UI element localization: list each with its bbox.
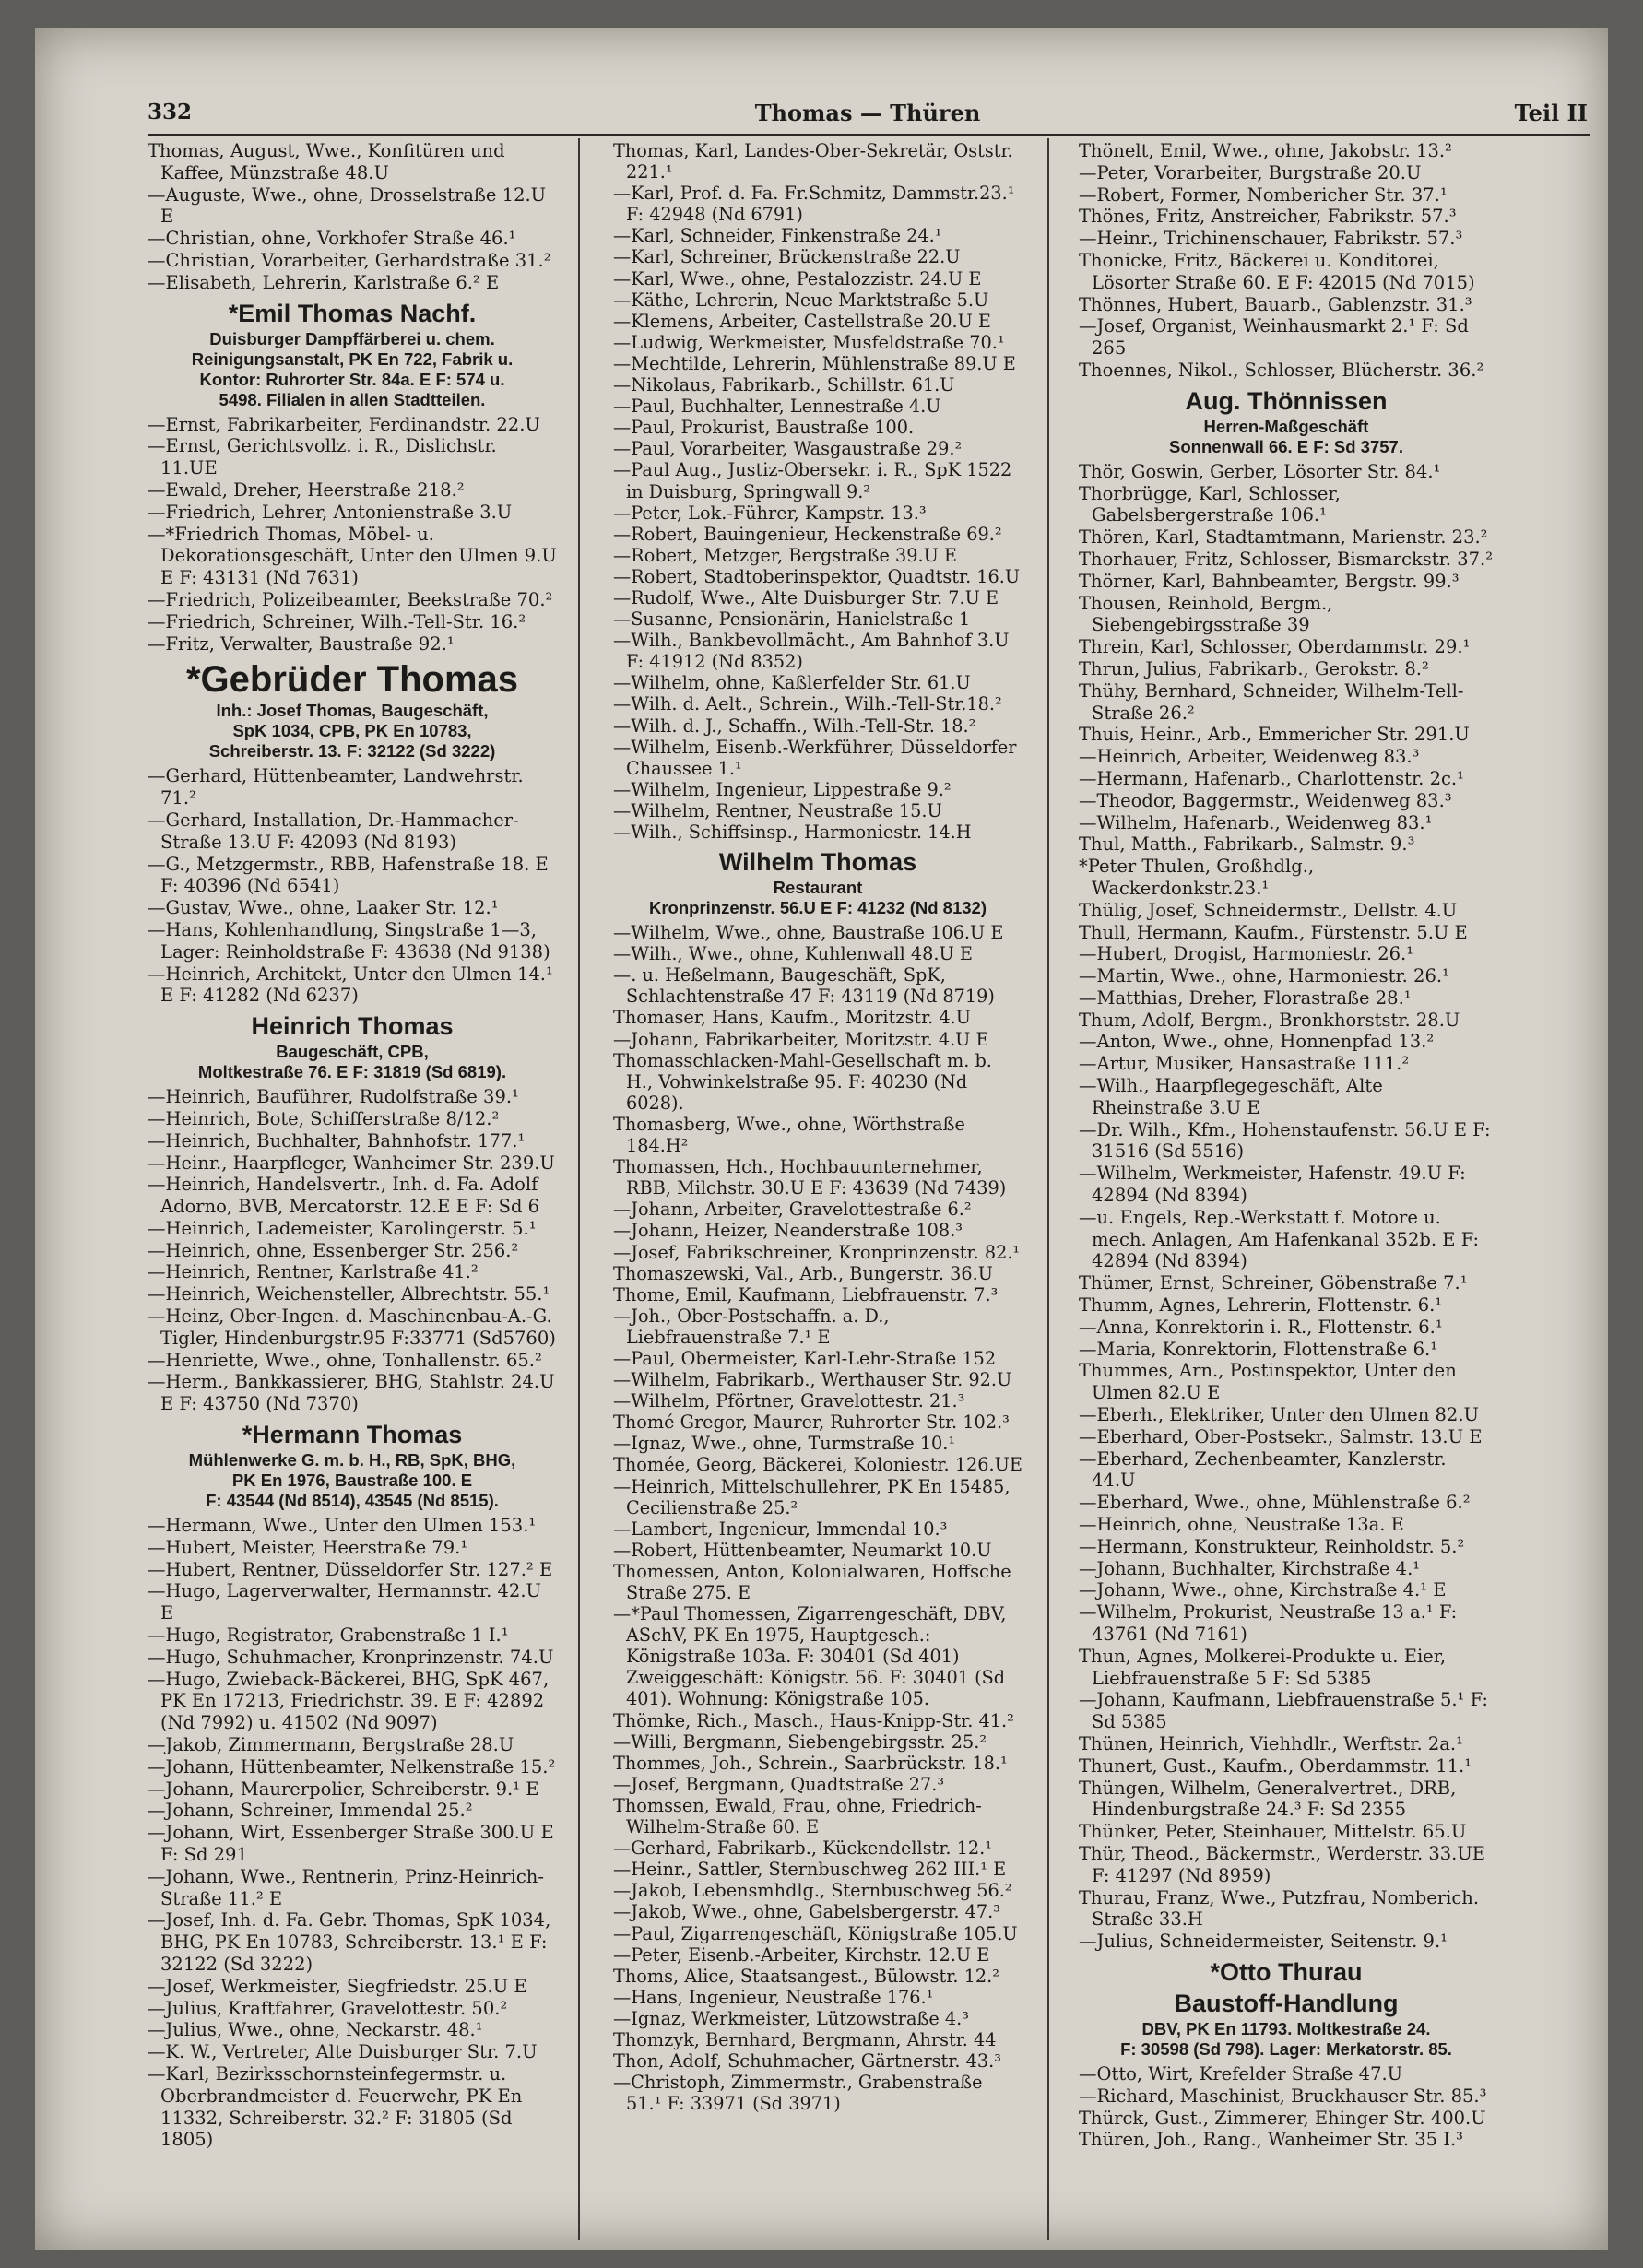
directory-entry: —Paul Aug., Justiz-Obersekr. i. R., SpK 1522 in Duisburg, Springwall 9.² — [613, 459, 1012, 502]
directory-entry: —Karl, Schneider, Finkenstraße 24.¹ — [613, 225, 942, 247]
directory-entry: —Josef, Bergmann, Quadtstraße 27.³ — [613, 1773, 945, 1795]
business-name: *Otto Thurau — [1210, 1957, 1363, 1986]
directory-entry: Thuis, Heinr., Arb., Emmericher Str. 291.U — [1079, 724, 1470, 746]
directory-entry: —Wilh., Haarpflegegeschäft, Alte Rheinstraße 3.U E — [1079, 1075, 1383, 1118]
directory-entry: —Eberhard, Ober-Postsekr., Salmstr. 13.U E — [1079, 1425, 1483, 1447]
directory-entry: Thun, Agnes, Molkerei-Produkte u. Eier, Liebfrauenstraße 5 F: Sd 5385 — [1079, 1645, 1447, 1689]
directory-entry: —Hans, Kohlenhandlung, Singstraße 1—3, Lager: Reinholdstraße F: 43638 (Nd 9138) — [148, 918, 550, 963]
directory-entry: —Johann, Schreiner, Immendal 25.² — [148, 1800, 473, 1822]
directory-entry: —Gustav, Wwe., ohne, Laaker Str. 12.¹ — [148, 897, 499, 919]
page-title: Thomas — Thüren — [754, 100, 981, 126]
business-detail-line: PK En 1976, Baustraße 100. E — [231, 1471, 473, 1491]
directory-entry: —Wilhelm, Ingenieur, Lippestraße 9.² — [613, 778, 952, 800]
directory-entry: —Eberhard, Wwe., ohne, Mühlenstraße 6.² — [1079, 1492, 1471, 1514]
directory-entry: Thür, Theod., Bäckermstr., Werderstr. 33.UE F: 41297 (Nd 8959) — [1079, 1842, 1486, 1886]
directory-entry: Thomaszewski, Val., Arb., Bungerstr. 36.U — [613, 1262, 993, 1284]
business-advertisement — [148, 658, 557, 762]
directory-entry: Thull, Hermann, Kaufm., Fürstenstr. 5.U E — [1079, 921, 1468, 943]
directory-entry: —Lambert, Ingenieur, Immendal 10.³ — [613, 1518, 948, 1540]
directory-entry: —Peter, Eisenb.-Arbeiter, Kirchstr. 12.U E — [613, 1943, 990, 1966]
directory-entry: —Klemens, Arbeiter, Castellstraße 20.U E — [613, 310, 991, 332]
directory-entry: —Robert, Bauingenieur, Heckenstraße 69.² — [613, 523, 1002, 545]
directory-entry: Thomaser, Hans, Kaufm., Moritzstr. 4.U — [613, 1007, 971, 1029]
business-detail-line: Kronprinzenstr. 56.U E F: 41232 (Nd 8132) — [648, 898, 987, 918]
directory-entry: Thönnes, Hubert, Bauarb., Gablenzstr. 31.³ — [1079, 293, 1472, 315]
directory-entry: —Heinrich, Lademeister, Karolingerstr. 5.¹ — [148, 1217, 537, 1239]
directory-entry: —Hubert, Meister, Heerstraße 79.¹ — [148, 1536, 468, 1558]
business-detail-line: SpK 1034, CPB, PK En 10783, — [232, 721, 472, 741]
page-part: Teil II — [1514, 100, 1588, 126]
directory-entry: —Paul, Prokurist, Baustraße 100. — [613, 417, 915, 439]
directory-entry: —Gerhard, Hüttenbeamter, Landwehrstr. 71.² — [148, 765, 524, 809]
directory-entry: —Johann, Heizer, Neanderstraße 108.³ — [613, 1220, 963, 1242]
column-divider — [1047, 138, 1049, 2240]
business-detail-line: Inh.: Josef Thomas, Baugeschäft, — [216, 701, 489, 721]
business-subtitle: Baustoff-Handlung — [1174, 1989, 1399, 2017]
directory-entry: Thummes, Arn., Postinspektor, Unter den Ulmen 82.U E — [1079, 1360, 1457, 1404]
directory-entry: Thüngen, Wilhelm, Generalvertret., DRB, Hindenburgstraße 24.³ F: Sd 2355 — [1079, 1777, 1457, 1821]
business-detail-line: DBV, PK En 11793. Moltkestraße 24. — [1141, 2018, 1431, 2038]
directory-entry: —Wilh., Bankbevollmächt., Am Bahnhof 3.U F: 41912 (Nd 8352) — [613, 630, 1010, 673]
directory-entry: —Heinz, Ober-Ingen. d. Maschinenbau-A.-G. Tigler, Hindenburgstr.95 F:33771 (Sd5760) — [148, 1305, 556, 1349]
directory-entry: Thomasschlacken-Mahl-Gesellschaft m. b. H., Vohwinkelstraße 95. F: 40230 (Nd 6028). — [613, 1049, 992, 1114]
directory-entry: Thul, Matth., Fabrikarb., Salmstr. 9.³ — [1079, 833, 1415, 856]
directory-entry: Thürck, Gust., Zimmerer, Ehinger Str. 400.U — [1079, 2107, 1486, 2129]
directory-entry: Thonicke, Fritz, Bäckerei u. Konditorei, Lösorter Straße 60. E F: 42015 (Nd 7015) — [1079, 249, 1475, 293]
business-name: Wilhelm Thomas — [718, 848, 917, 877]
business-advertisement — [1079, 385, 1494, 457]
directory-entry: Thousen, Reinhold, Bergm., Siebengebirgsstraße 39 — [1079, 592, 1333, 636]
directory-entry: —Wilhelm, Prokurist, Neustraße 13 a.¹ F: 43761 (Nd 7161) — [1079, 1601, 1458, 1645]
directory-entry: —Robert, Stadtoberinspektor, Quadtstr. 16.U — [613, 565, 1021, 587]
directory-entry: —Hubert, Drogist, Harmoniestr. 26.¹ — [1079, 943, 1414, 965]
directory-entry: Thomé Gregor, Maurer, Ruhrorter Str. 102.³ — [613, 1412, 1010, 1434]
directory-entry: —Heinrich, Architekt, Unter den Ulmen 14.¹ E F: 41282 (Nd 6237) — [148, 963, 553, 1007]
directory-entry: Thülig, Josef, Schneidermstr., Dellstr. 4.U — [1079, 899, 1458, 921]
directory-entry: —Heinrich, ohne, Neustraße 13a. E — [1079, 1514, 1404, 1536]
directory-entry: —Ignaz, Wwe., ohne, Turmstraße 10.¹ — [613, 1433, 956, 1455]
directory-entry: —Johann, Fabrikarbeiter, Moritzstr. 4.U E — [613, 1028, 989, 1050]
directory-entry: —Wilh., Wwe., ohne, Kuhlenwall 48.U E — [613, 943, 973, 965]
directory-entry: —Heinrich, Arbeiter, Weidenweg 83.³ — [1079, 746, 1420, 768]
directory-entry: —Wilhelm, Werkmeister, Hafenstr. 49.U F: 42894 (Nd 8394) — [1079, 1163, 1466, 1207]
directory-entry: —Wilhelm, Wwe., ohne, Baustraße 106.U E — [613, 922, 1004, 944]
directory-entry: —Johann, Arbeiter, Gravelottestraße 6.² — [613, 1199, 972, 1221]
directory-entry: —Heinrich, Mittelschullehrer, PK En 15485, Cecilienstraße 25.² — [613, 1475, 1011, 1518]
directory-entry: —*Paul Thomessen, Zigarrengeschäft, DBV, ASchV, PK En 1975, Hauptgesch.: Königstraße 103a. F: 30401 (Sd 401) Zweiggeschäft: Königstr. 56. F: 30401 (Sd 401). Wohnung: Königstraße 105. — [613, 1603, 1007, 1710]
directory-entry: —Heinrich, ohne, Essenberger Str. 256.² — [148, 1239, 519, 1261]
business-detail-line: Herren-Maßgeschäft — [1203, 416, 1369, 436]
directory-entry: —Heinr., Sattler, Sternbuschweg 262 III.¹ E — [613, 1859, 1007, 1881]
directory-entry: —Karl, Schreiner, Brückenstraße 22.U — [613, 246, 961, 268]
directory-entry: —Julius, Schneidermeister, Seitenstr. 9.¹ — [1079, 1931, 1448, 1953]
column-2 — [613, 140, 1022, 2114]
business-name: Aug. Thönnissen — [1185, 386, 1388, 415]
directory-entry: —Hugo, Schuhmacher, Kronprinzenstr. 74.U — [148, 1646, 554, 1668]
directory-entry: Thümer, Ernst, Schreiner, Göbenstraße 7.¹ — [1079, 1272, 1468, 1294]
directory-entry: —Wilh., Schiffsinsp., Harmoniestr. 14.H — [613, 821, 972, 843]
directory-entry: —Auguste, Wwe., ohne, Drosselstraße 12.U E — [148, 183, 547, 228]
directory-entry: —Ernst, Fabrikarbeiter, Ferdinandstr. 22.U — [148, 413, 540, 435]
directory-entry: —Maria, Konrektorin, Flottenstraße 6.¹ — [1079, 1338, 1438, 1360]
directory-entry: —Jakob, Wwe., ohne, Gabelsbergerstr. 47.³ — [613, 1901, 1000, 1923]
directory-entry: —Otto, Wirt, Krefelder Straße 47.U — [1079, 2062, 1403, 2085]
directory-entry: —Johann, Wwe., ohne, Kirchstraße 4.¹ E — [1079, 1579, 1447, 1601]
directory-entry: —Wilhelm, ohne, Kaßlerfelder Str. 61.U — [613, 672, 971, 694]
directory-entry: —Nikolaus, Fabrikarb., Schillstr. 61.U — [613, 374, 955, 396]
directory-entry: —Wilhelm, Fabrikarb., Werthauser Str. 92.U — [613, 1369, 1012, 1391]
business-detail-line: 5498. Filialen in allen Stadtteilen. — [219, 389, 486, 409]
directory-entry: —Johann, Wwe., Rentnerin, Prinz-Heinrich-Straße 11.² E — [148, 1865, 544, 1909]
directory-entry: —Dr. Wilh., Kfm., Hohenstaufenstr. 56.U E F: 31516 (Sd 5516) — [1079, 1118, 1491, 1163]
directory-entry: —K. W., Vertreter, Alte Duisburger Str. 7.U — [148, 2041, 538, 2063]
directory-entry: —Susanne, Pensionärin, Hanielstraße 1 — [613, 608, 971, 631]
directory-entry: —Hugo, Registrator, Grabenstraße 1 I.¹ — [148, 1624, 509, 1647]
directory-entry: —Eberh., Elektriker, Unter den Ulmen 82.U — [1079, 1404, 1479, 1426]
directory-entry: *Peter Thulen, Großhdlg., Wackerdonkstr.23.¹ — [1079, 856, 1315, 899]
directory-entry: —Paul, Buchhalter, Lennestraße 4.U — [613, 396, 941, 418]
directory-entry: —Hugo, Zwieback-Bäckerei, BHG, SpK 467, PK En 17213, Friedrichstr. 39. E F: 42892 (Nd 7992) u. 41502 (Nd 9097) — [148, 1668, 550, 1734]
business-detail-line: Schreiberstr. 13. F: 32122 (Sd 3222) — [208, 741, 496, 762]
directory-entry: —Friedrich, Schreiner, Wilh.-Tell-Str. 16.² — [148, 610, 526, 632]
directory-entry: —Johann, Buchhalter, Kirchstraße 4.¹ — [1079, 1557, 1421, 1579]
page-number: 332 — [148, 100, 193, 124]
column-3 — [1079, 140, 1494, 2151]
directory-entry: —Christian, Vorarbeiter, Gerhardstraße 31.² — [148, 249, 551, 271]
directory-entry: —Johann, Kaufmann, Liebfrauenstraße 5.¹ F: Sd 5385 — [1079, 1689, 1488, 1733]
directory-entry: —Gerhard, Installation, Dr.-Hammacher-Straße 13.U F: 42093 (Nd 8193) — [148, 809, 519, 853]
directory-entry: Thönelt, Emil, Wwe., ohne, Jakobstr. 13.² — [1079, 140, 1452, 161]
business-name: *Gebrüder Thomas — [185, 659, 519, 701]
directory-entry: —Peter, Lok.-Führer, Kampstr. 13.³ — [613, 502, 927, 524]
directory-entry: —Christoph, Zimmermstr., Grabenstraße 51.¹ F: 33971 (Sd 3971) — [613, 2072, 983, 2115]
directory-entry: Thomzyk, Bernhard, Bergmann, Ahrstr. 44 — [613, 2028, 997, 2050]
business-name: Heinrich Thomas — [251, 1012, 454, 1041]
directory-entry: Thörner, Karl, Bahnbeamter, Bergstr. 99.³ — [1079, 570, 1460, 592]
directory-entry: —Wilh. d. Aelt., Schrein., Wilh.-Tell-Str.18.² — [613, 693, 1002, 715]
directory-entry: —Ernst, Gerichtsvollz. i. R., Dislichstr. 11.UE — [148, 435, 497, 479]
directory-entry: —Wilhelm, Pförtner, Gravelottestr. 21.³ — [613, 1390, 965, 1412]
directory-entry: —Heinr., Trichinenschauer, Fabrikstr. 57.³ — [1079, 228, 1463, 250]
directory-entry: —Josef, Werkmeister, Siegfriedstr. 25.U E — [148, 1975, 527, 1997]
directory-entry: —Hans, Ingenieur, Neustraße 176.¹ — [613, 1986, 934, 2008]
directory-entry: —Johann, Hüttenbeamter, Nelkenstraße 15.² — [148, 1755, 556, 1778]
directory-entry: Thören, Karl, Stadtamtmann, Marienstr. 23.² — [1079, 526, 1488, 549]
directory-entry: —*Friedrich Thomas, Möbel- u. Dekorationsgeschäft, Unter den Ulmen 9.U E F: 43131 (Nd 7631) — [148, 523, 557, 589]
directory-entry: —Heinrich, Bote, Schifferstraße 8/12.² — [148, 1107, 500, 1129]
directory-entry: —Karl, Prof. d. Fa. Fr.Schmitz, Dammstr.23.¹ F: 42948 (Nd 6791) — [613, 183, 1015, 226]
directory-entry: Thorbrügge, Karl, Schlosser, Gabelsbergerstraße 106.¹ — [1079, 482, 1341, 526]
business-detail-line: Moltkestraße 76. E F: 31819 (Sd 6819). — [197, 1062, 507, 1082]
directory-entry: —Hermann, Hafenarb., Charlottenstr. 2c.¹ — [1079, 767, 1464, 789]
directory-entry: —Robert, Metzger, Bergstraße 39.U E — [613, 544, 957, 566]
directory-entry: Thomassen, Hch., Hochbauunternehmer, RBB, Milchstr. 30.U E F: 43639 (Nd 7439) — [613, 1156, 1007, 1199]
page-header — [148, 100, 1588, 136]
directory-entry: —Herm., Bankkassierer, BHG, Stahlstr. 24.U E F: 43750 (Nd 7370) — [148, 1371, 555, 1415]
business-advertisement — [148, 1010, 557, 1082]
directory-entry: —Mechtilde, Lehrerin, Mühlenstraße 89.U E — [613, 352, 1016, 374]
directory-entry: —Ludwig, Werkmeister, Musfeldstraße 70.¹ — [613, 331, 1005, 353]
directory-entry: —Willi, Bergmann, Siebengebirgsstr. 25.² — [613, 1731, 987, 1753]
directory-entry: —Hugo, Lagerverwalter, Hermannstr. 42.U E — [148, 1580, 541, 1624]
business-detail-line: Kontor: Ruhrorter Str. 84a. E F: 574 u. — [199, 369, 505, 389]
directory-entry: Thomas, Karl, Landes-Ober-Sekretär, Oststr. 221.¹ — [613, 140, 1013, 183]
business-name: *Emil Thomas Nachf. — [228, 299, 477, 327]
directory-entry: Thomessen, Anton, Kolonialwaren, Hoffsche Straße 275. E — [613, 1560, 1011, 1603]
directory-entry: Thrun, Julius, Fabrikarb., Gerokstr. 8.² — [1079, 657, 1429, 679]
directory-entry: Threin, Karl, Schlosser, Oberdammstr. 29.¹ — [1079, 636, 1471, 658]
directory-entry: —Artur, Musiker, Hansastraße 111.² — [1079, 1053, 1410, 1075]
directory-entry: —Richard, Maschinist, Bruckhauser Str. 85.³ — [1079, 2085, 1487, 2107]
directory-entry: —u. Engels, Rep.-Werkstatt f. Motore u. mech. Anlagen, Am Hafenkanal 352b. E F: 42894 (Nd 8394) — [1079, 1206, 1480, 1272]
directory-entry: Thum, Adolf, Bergm., Bronkhorststr. 28.U — [1079, 1009, 1460, 1031]
directory-entry: —Joh., Ober-Postschaffn. a. D., Liebfrauenstraße 7.¹ E — [613, 1305, 890, 1348]
directory-entry: —Josef, Inh. d. Fa. Gebr. Thomas, SpK 1034, BHG, PK En 10783, Schreiberstr. 13.¹ E F: 32122 (Sd 3222) — [148, 1909, 551, 1975]
directory-entry: Thomée, Georg, Bäckerei, Koloniestr. 126.UE — [613, 1454, 1022, 1476]
directory-entry: Thon, Adolf, Schuhmacher, Gärtnerstr. 43.³ — [613, 2050, 1001, 2073]
directory-entry: Thönes, Fritz, Anstreicher, Fabrikstr. 57.³ — [1079, 206, 1457, 228]
business-detail-line: Baugeschäft, CPB, — [276, 1042, 429, 1062]
directory-entry: —Karl, Wwe., ohne, Pestalozzistr. 24.U E — [613, 267, 982, 289]
directory-entry: Thome, Emil, Kaufmann, Liebfrauenstr. 7.³ — [613, 1283, 999, 1305]
directory-entry: —Robert, Hüttenbeamter, Neumarkt 10.U — [613, 1539, 992, 1561]
directory-entry: —Karl, Bezirksschornsteinfegermstr. u. Oberbrandmeister d. Feuerwehr, PK En 11332, Schreiberstr. 32.² F: 31805 (Sd 1805) — [148, 2062, 523, 2151]
directory-entry: —Anton, Wwe., ohne, Honnenpfad 13.² — [1079, 1031, 1435, 1053]
business-detail-line: Reinigungsanstalt, PK En 722, Fabrik u. — [191, 348, 514, 369]
directory-entry: Thorhauer, Fritz, Schlosser, Bismarckstr. 37.² — [1079, 548, 1494, 570]
directory-entry: —G., Metzgermstr., RBB, Hafenstraße 18. E F: 40396 (Nd 6541) — [148, 853, 549, 897]
directory-entry: —Heinrich, Rentner, Karlstraße 41.² — [148, 1261, 479, 1283]
directory-entry: —Hermann, Konstrukteur, Reinholdstr. 5.² — [1079, 1535, 1465, 1557]
directory-entry: —Peter, Vorarbeiter, Burgstraße 20.U — [1079, 161, 1422, 183]
directory-entry: —Julius, Kraftfahrer, Gravelottestr. 50.² — [148, 1997, 508, 2019]
directory-entry: —Theodor, Baggermstr., Weidenweg 83.³ — [1079, 789, 1452, 811]
directory-entry: —Wilhelm, Rentner, Neustraße 15.U — [613, 799, 942, 821]
directory-entry: Thüren, Joh., Rang., Wanheimer Str. 35 I.³ — [1079, 2129, 1463, 2151]
directory-entry: Thomasberg, Wwe., ohne, Wörthstraße 184.H² — [613, 1113, 965, 1157]
directory-entry: Thünker, Peter, Steinhauer, Mittelstr. 65.U — [1079, 1821, 1467, 1843]
business-detail-line: Mühlenwerke G. m. b. H., RB, SpK, BHG, — [188, 1450, 516, 1471]
column-divider — [578, 138, 580, 2240]
directory-entry: Thömke, Rich., Masch., Haus-Knipp-Str. 41.² — [613, 1709, 1014, 1731]
directory-entry: —Anna, Konrektorin i. R., Flottenstr. 6.¹ — [1079, 1316, 1443, 1338]
directory-entry: —Matthias, Dreher, Florastraße 28.¹ — [1079, 986, 1412, 1009]
directory-entry: Thunert, Gust., Kaufm., Oberdammstr. 11.¹ — [1079, 1754, 1472, 1777]
directory-entry: —Elisabeth, Lehrerin, Karlstraße 6.² E — [148, 271, 500, 293]
directory-entry: —Josef, Fabrikschreiner, Kronprinzenstr. 82.¹ — [613, 1241, 1021, 1263]
business-detail-line: Restaurant — [773, 878, 863, 898]
directory-entry: —Paul, Zigarrengeschäft, Königstraße 105.U — [613, 1922, 1018, 1944]
directory-entry: Thoennes, Nikol., Schlosser, Blücherstr. 36.² — [1079, 359, 1484, 381]
business-advertisement — [613, 846, 1022, 918]
directory-entry: —Eberhard, Zechenbeamter, Kanzlerstr. 44.U — [1079, 1447, 1447, 1492]
header-rule — [148, 134, 1590, 136]
directory-entry: —Käthe, Lehrerin, Neue Marktstraße 5.U — [613, 289, 989, 311]
directory-entry: —Friedrich, Polizeibeamter, Beekstraße 70.² — [148, 588, 553, 610]
directory-entry: —Wilhelm, Hafenarb., Weidenweg 83.¹ — [1079, 811, 1433, 833]
directory-entry: Thör, Goswin, Gerber, Lösorter Str. 84.¹ — [1079, 460, 1441, 482]
directory-entry: —Wilh. d. J., Schaffn., Wilh.-Tell-Str. 18.² — [613, 715, 976, 737]
directory-entry: —Josef, Organist, Weinhausmarkt 2.¹ F: Sd 265 — [1079, 315, 1469, 360]
directory-entry: —Friedrich, Lehrer, Antonienstraße 3.U — [148, 501, 513, 523]
business-advertisement — [1079, 1956, 1494, 2060]
directory-entry: —Hermann, Wwe., Unter den Ulmen 153.¹ — [148, 1515, 537, 1537]
directory-entry: —Robert, Former, Nombericher Str. 37.¹ — [1079, 183, 1448, 206]
directory-entry: —Johann, Maurerpolier, Schreiberstr. 9.¹ E — [148, 1778, 539, 1800]
business-detail-line: Duisburger Dampffärberei u. chem. — [209, 328, 495, 348]
directory-entry: —Johann, Wirt, Essenberger Straße 300.U E F: Sd 291 — [148, 1822, 554, 1866]
directory-entry: Thumm, Agnes, Lehrerin, Flottenstr. 6.¹ — [1079, 1294, 1443, 1317]
business-advertisement — [148, 298, 557, 410]
directory-entry: —Jakob, Zimmermann, Bergstraße 28.U — [148, 1734, 514, 1756]
directory-entry: —Ewald, Dreher, Heerstraße 218.² — [148, 478, 465, 501]
directory-entry: —Heinrich, Handelsvertr., Inh. d. Fa. Adolf Adorno, BVB, Mercatorstr. 12.E E F: Sd 6 — [148, 1174, 540, 1218]
directory-entry: —Wilhelm, Eisenb.-Werkführer, Düsseldorfer Chaussee 1.¹ — [613, 736, 1017, 779]
directory-entry: —Christian, ohne, Vorkhofer Straße 46.¹ — [148, 228, 516, 250]
directory-entry: —Heinr., Haarpfleger, Wanheimer Str. 239.U — [148, 1152, 555, 1174]
directory-entry: —Julius, Wwe., ohne, Neckarstr. 48.¹ — [148, 2019, 483, 2041]
directory-entry: Thühy, Bernhard, Schneider, Wilhelm-Tell-Straße 26.² — [1079, 679, 1464, 724]
business-name: *Hermann Thomas — [242, 1421, 463, 1449]
directory-entry: —Fritz, Verwalter, Baustraße 92.¹ — [148, 632, 455, 655]
directory-entry: Thomas, August, Wwe., Konfitüren und Kaffee, Münzstraße 48.U — [148, 140, 505, 183]
directory-entry: —Heinrich, Bauführer, Rudolfstraße 39.¹ — [148, 1086, 519, 1108]
business-detail-line: F: 43544 (Nd 8514), 43545 (Nd 8515). — [206, 1491, 499, 1511]
directory-entry: —Hubert, Rentner, Düsseldorfer Str. 127.² E — [148, 1558, 553, 1580]
directory-entry: Thünen, Heinrich, Viehhdlr., Werftstr. 2a.¹ — [1079, 1732, 1463, 1754]
business-detail-line: Sonnenwall 66. E F: Sd 3757. — [1169, 436, 1403, 456]
directory-entry: —Gerhard, Fabrikarb., Kückendellstr. 12.¹ — [613, 1837, 992, 1860]
directory-entry: Thomssen, Ewald, Frau, ohne, Friedrich-Wilhelm-Straße 60. E — [613, 1794, 982, 1838]
business-detail-line: F: 30598 (Sd 798). Lager: Merkatorstr. 85. — [1120, 2038, 1452, 2059]
directory-entry: —Paul, Vorarbeiter, Wasgaustraße 29.² — [613, 438, 963, 460]
business-advertisement — [148, 1419, 557, 1511]
directory-entry: —Heinrich, Buchhalter, Bahnhofstr. 177.¹ — [148, 1129, 526, 1152]
directory-entry: —Jakob, Lebensmhdlg., Sternbuschweg 56.² — [613, 1880, 1012, 1902]
directory-entry: —Paul, Obermeister, Karl-Lehr-Straße 152 — [613, 1347, 997, 1369]
directory-entry: —Ignaz, Werkmeister, Lützowstraße 4.³ — [613, 2007, 969, 2029]
directory-entry: —. u. Heßelmann, Baugeschäft, SpK, Schlachtenstraße 47 F: 43119 (Nd 8719) — [613, 964, 995, 1008]
column-1 — [148, 140, 557, 2151]
directory-entry: —Rudolf, Wwe., Alte Duisburger Str. 7.U E — [613, 586, 999, 608]
directory-entry: —Henriette, Wwe., ohne, Tonhallenstr. 65.² — [148, 1349, 542, 1371]
directory-entry: Thoms, Alice, Staatsangest., Bülowstr. 12.² — [613, 1965, 999, 1987]
directory-entry: —Martin, Wwe., ohne, Harmoniestr. 26.¹ — [1079, 965, 1449, 987]
directory-entry: —Heinrich, Weichensteller, Albrechtstr. 55.¹ — [148, 1283, 550, 1305]
directory-entry: Thurau, Franz, Wwe., Putzfrau, Nomberich. Straße 33.H — [1079, 1886, 1480, 1931]
directory-entry: Thommes, Joh., Schrein., Saarbrückstr. 18.¹ — [613, 1752, 1008, 1774]
